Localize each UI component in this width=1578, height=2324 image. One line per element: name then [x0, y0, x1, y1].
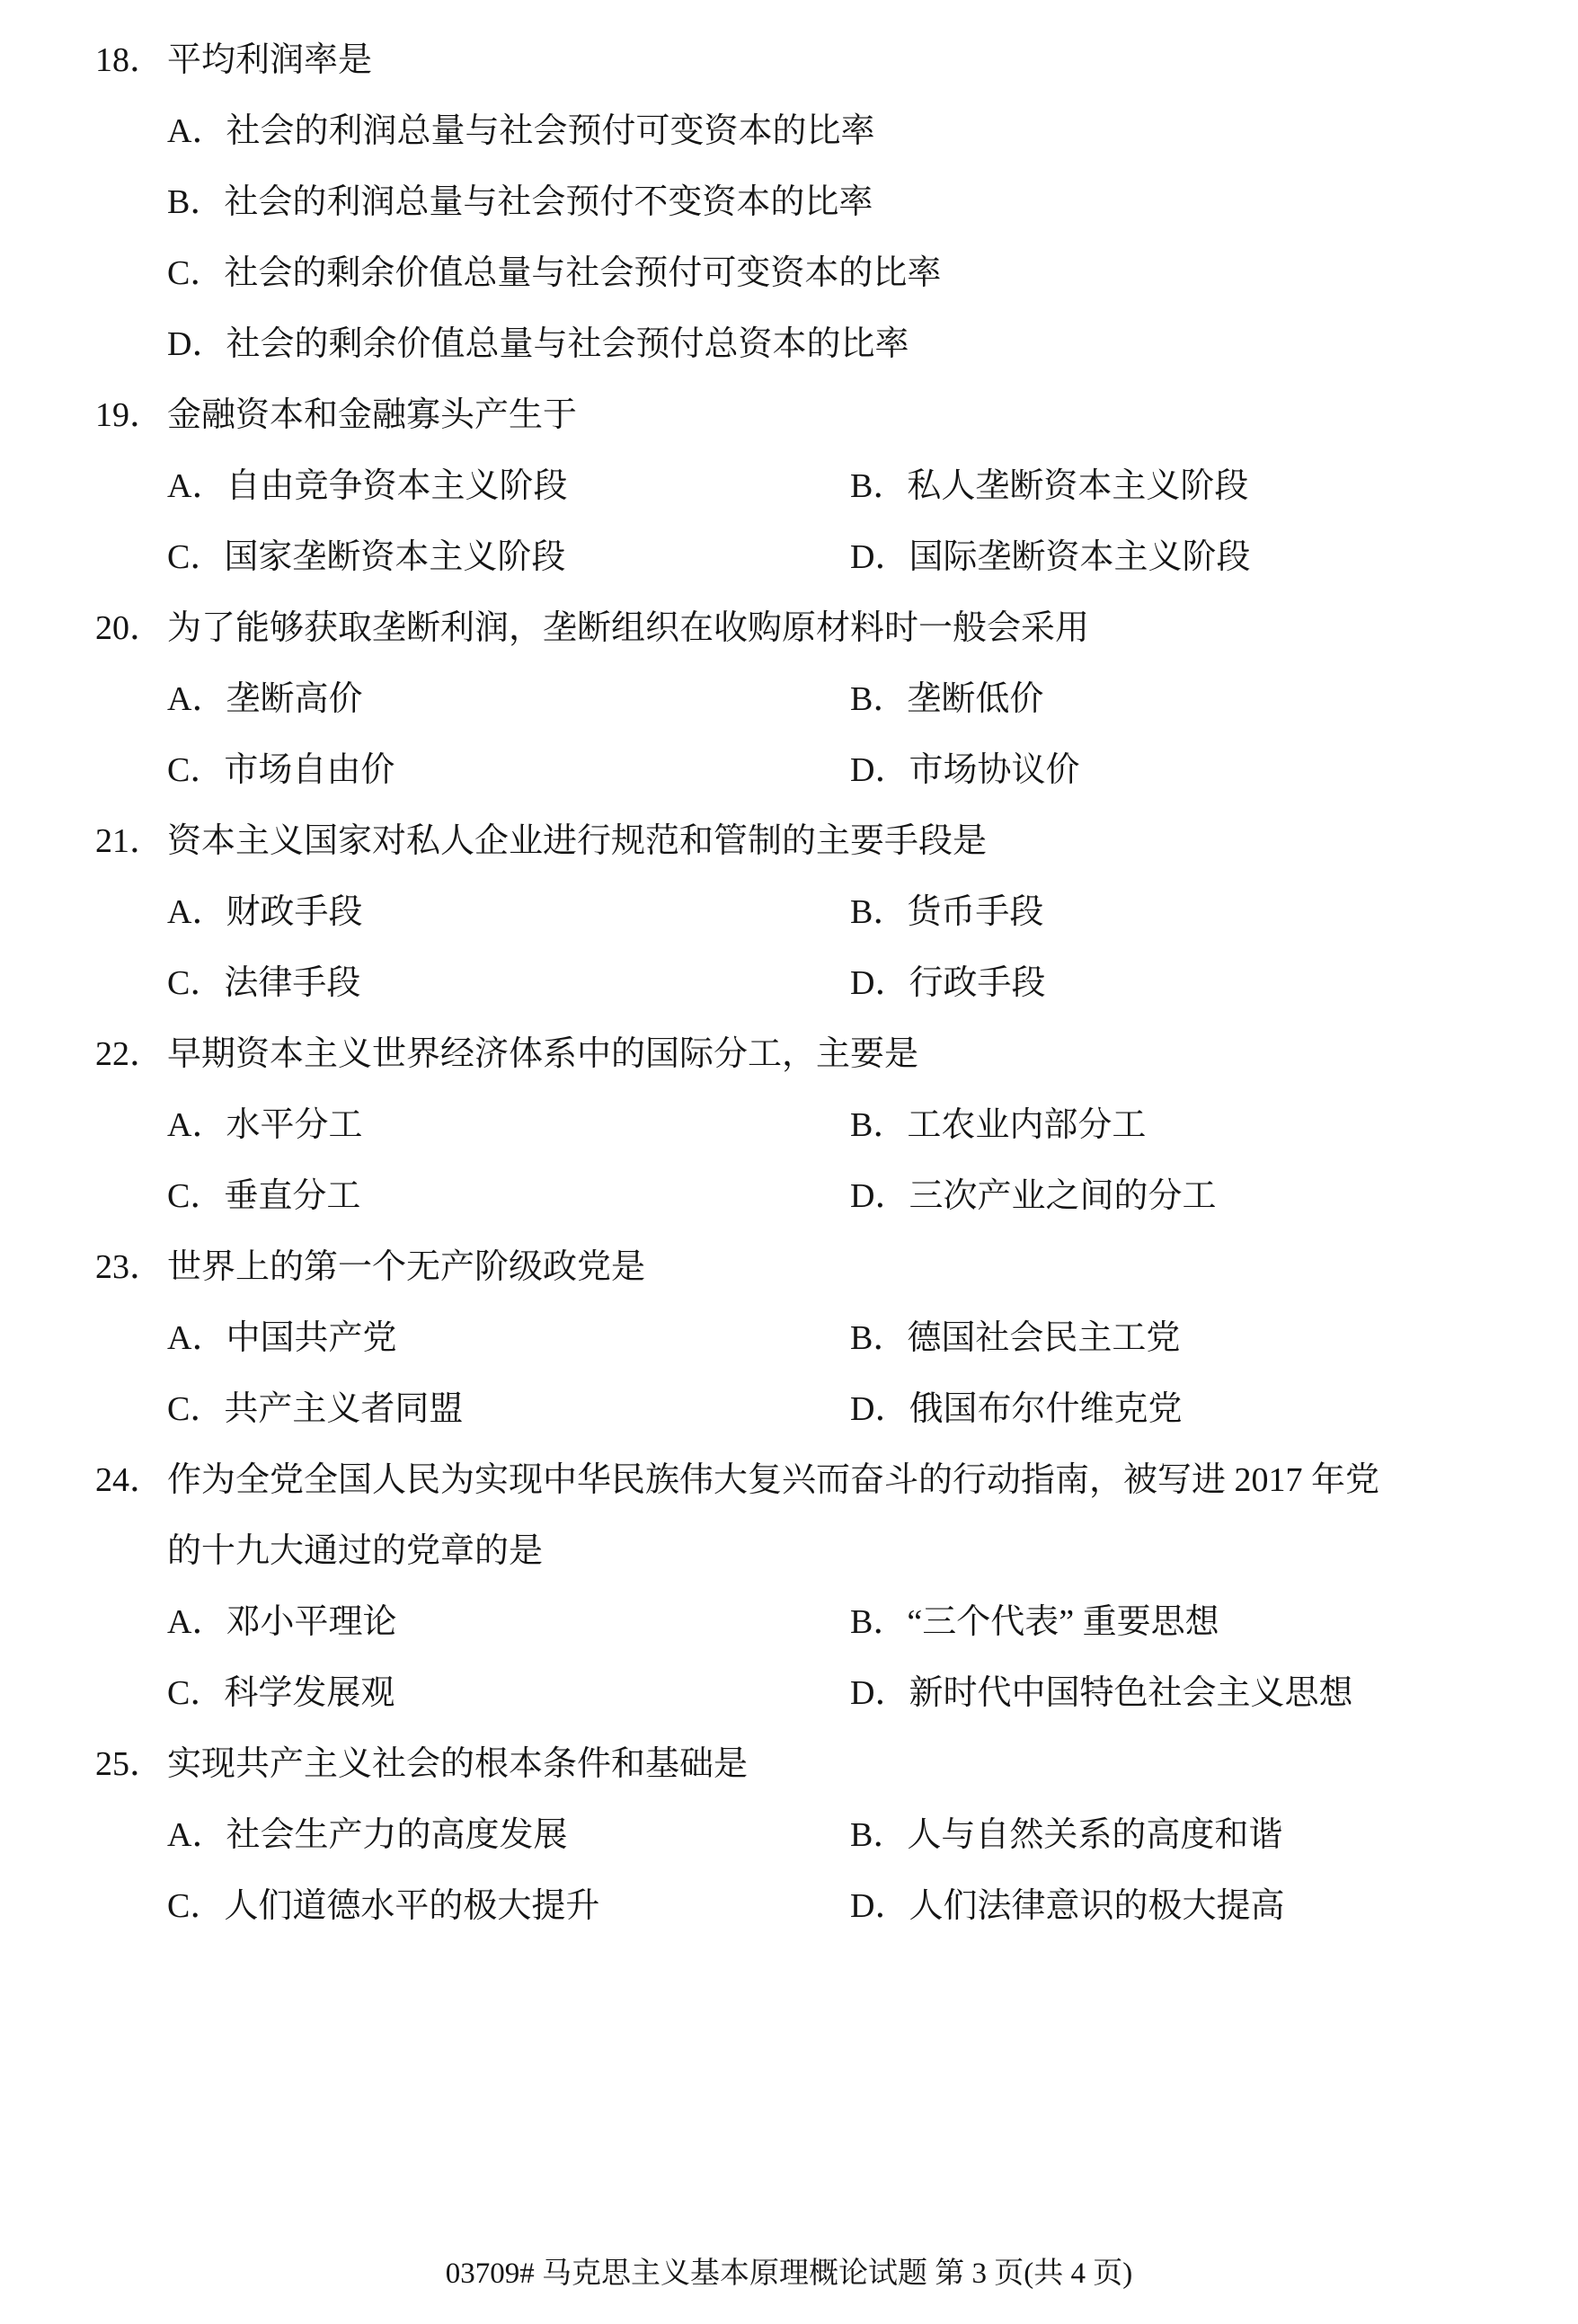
- option-21-D: [850, 948, 1045, 1019]
- question-text-line: 平均利润率是: [167, 41, 373, 79]
- option-22-B: [850, 1090, 1146, 1161]
- option-row: [95, 1587, 1506, 1658]
- option-text: 市场自由价: [224, 751, 395, 789]
- option-text: 垂直分工: [224, 1177, 361, 1215]
- option-22-D: [850, 1161, 1216, 1232]
- question-text: [167, 1445, 1506, 1587]
- option-row: [95, 877, 1506, 948]
- option-letter: A．: [167, 1106, 226, 1144]
- option-row: [95, 522, 1506, 593]
- option-24-D: [850, 1658, 1352, 1729]
- option-19-B: [850, 451, 1248, 522]
- option-text: 社会生产力的高度发展: [226, 1816, 568, 1854]
- option-letter: C．: [167, 1887, 225, 1925]
- option-row: [95, 238, 1506, 309]
- option-19-C: [167, 522, 850, 593]
- question-text-line: 世界上的第一个无产阶级政党是: [167, 1248, 646, 1286]
- option-text: 人与自然关系的高度和谐: [907, 1816, 1283, 1854]
- option-text: 人们法律意识的极大提高: [909, 1887, 1285, 1925]
- option-letter: C．: [167, 964, 225, 1002]
- question-line: [95, 593, 1506, 664]
- option-letter: D．: [850, 1674, 909, 1712]
- option-24-A: [167, 1587, 850, 1658]
- option-row: [95, 167, 1506, 238]
- question-text-line: 金融资本和金融寡头产生于: [167, 396, 578, 434]
- option-letter: C．: [167, 751, 225, 789]
- option-letter: C．: [167, 1177, 225, 1215]
- option-row: [95, 1090, 1506, 1161]
- question-line: [95, 806, 1506, 877]
- option-text: 行政手段: [909, 964, 1046, 1002]
- option-text: 新时代中国特色社会主义思想: [909, 1674, 1353, 1712]
- option-letter: D．: [850, 1887, 909, 1925]
- option-text: 俄国布尔什维克党: [909, 1390, 1183, 1428]
- option-text: 私人垄断资本主义阶段: [907, 467, 1249, 505]
- option-18-A: [167, 96, 874, 167]
- option-letter: A．: [167, 893, 226, 931]
- option-text: 社会的利润总量与社会预付可变资本的比率: [226, 112, 875, 150]
- option-23-C: [167, 1374, 850, 1445]
- question-text: [167, 1729, 1506, 1800]
- question-text-line: 的十九大通过的党章的是: [167, 1532, 544, 1570]
- option-row: [95, 1800, 1506, 1871]
- option-23-A: [167, 1303, 850, 1374]
- option-text: 人们道德水平的极大提升: [224, 1887, 600, 1925]
- option-letter: C．: [167, 254, 225, 292]
- option-text: 共产主义者同盟: [224, 1390, 464, 1428]
- option-text: 三次产业之间的分工: [909, 1177, 1217, 1215]
- option-letter: D．: [850, 1390, 909, 1428]
- option-letter: B．: [167, 183, 225, 221]
- question-text-line: 早期资本主义世界经济体系中的国际分工，主要是: [167, 1035, 919, 1073]
- question-21: [95, 806, 1506, 1019]
- question-20: [95, 593, 1506, 806]
- option-row: [95, 1871, 1506, 1942]
- option-text: 德国社会民主工党: [907, 1319, 1181, 1357]
- option-20-B: [850, 664, 1043, 735]
- question-number: 18．: [95, 41, 164, 79]
- option-25-C: [167, 1871, 850, 1942]
- option-letter: B．: [850, 467, 908, 505]
- option-letter: C．: [167, 1390, 225, 1428]
- option-row: [95, 451, 1506, 522]
- option-text: 水平分工: [226, 1106, 363, 1144]
- option-letter: A．: [167, 1816, 226, 1854]
- option-text: 邓小平理论: [226, 1603, 397, 1641]
- option-row: [95, 1161, 1506, 1232]
- option-text: 社会的剩余价值总量与社会预付总资本的比率: [226, 325, 909, 363]
- question-line: [95, 1729, 1506, 1800]
- question-text-line: 资本主义国家对私人企业进行规范和管制的主要手段是: [167, 822, 988, 860]
- option-text: 市场协议价: [909, 751, 1080, 789]
- option-text: 科学发展观: [224, 1674, 395, 1712]
- option-text: 货币手段: [907, 893, 1044, 931]
- option-letter: A．: [167, 1319, 226, 1357]
- question-text: [167, 1232, 1506, 1303]
- option-25-A: [167, 1800, 850, 1871]
- question-number: 20．: [95, 609, 164, 647]
- option-21-B: [850, 877, 1043, 948]
- option-19-D: [850, 522, 1250, 593]
- option-20-D: [850, 735, 1079, 806]
- option-letter: B．: [850, 1106, 908, 1144]
- question-text: [167, 380, 1506, 451]
- option-23-B: [850, 1303, 1180, 1374]
- option-text: 中国共产党: [226, 1319, 397, 1357]
- option-letter: B．: [850, 893, 908, 931]
- option-25-B: [850, 1800, 1282, 1871]
- question-line: [95, 25, 1506, 96]
- option-18-D: [167, 309, 909, 380]
- question-22: [95, 1019, 1506, 1232]
- option-20-A: [167, 664, 850, 735]
- question-text-line: 实现共产主义社会的根本条件和基础是: [167, 1745, 749, 1783]
- question-number: 19．: [95, 396, 164, 434]
- page-footer: 03709# 马克思主义基本原理概论试题 第 3 页(共 4 页): [445, 2257, 1133, 2290]
- option-letter: A．: [167, 112, 226, 150]
- question-text-line: 为了能够获取垄断利润，垄断组织在收购原材料时一般会采用: [167, 609, 1090, 647]
- option-22-A: [167, 1090, 850, 1161]
- question-24: [95, 1445, 1506, 1729]
- question-text-line: 作为全党全国人民为实现中华民族伟大复兴而奋斗的行动指南，被写进 2017 年党: [167, 1461, 1380, 1499]
- question-line: [95, 1445, 1506, 1587]
- question-25: [95, 1729, 1506, 1942]
- option-row: [95, 735, 1506, 806]
- question-number: 23．: [95, 1248, 164, 1286]
- option-21-C: [167, 948, 850, 1019]
- question-18: [95, 25, 1506, 380]
- option-letter: A．: [167, 680, 226, 718]
- option-row: [95, 664, 1506, 735]
- option-letter: D．: [850, 751, 909, 789]
- question-number: 24．: [95, 1461, 164, 1499]
- option-text: “三个代表” 重要思想: [907, 1603, 1219, 1641]
- option-row: [95, 309, 1506, 380]
- question-19: [95, 380, 1506, 593]
- question-23: [95, 1232, 1506, 1445]
- question-text: [167, 25, 1506, 96]
- question-text: [167, 1019, 1506, 1090]
- option-23-D: [850, 1374, 1182, 1445]
- option-row: [95, 1374, 1506, 1445]
- option-text: 社会的剩余价值总量与社会预付可变资本的比率: [224, 254, 942, 292]
- option-text: 财政手段: [226, 893, 363, 931]
- question-line: [95, 1019, 1506, 1090]
- option-text: 工农业内部分工: [907, 1106, 1147, 1144]
- question-number: 25．: [95, 1745, 164, 1783]
- question-line: [95, 380, 1506, 451]
- option-letter: C．: [167, 1674, 225, 1712]
- option-letter: A．: [167, 1603, 226, 1641]
- option-text: 法律手段: [224, 964, 361, 1002]
- question-text: [167, 806, 1506, 877]
- option-letter: D．: [850, 538, 909, 576]
- option-text: 垄断高价: [226, 680, 363, 718]
- question-text: [167, 593, 1506, 664]
- option-24-B: [850, 1587, 1219, 1658]
- option-21-A: [167, 877, 850, 948]
- option-row: [95, 1303, 1506, 1374]
- option-22-C: [167, 1161, 850, 1232]
- option-text: 社会的利润总量与社会预付不变资本的比率: [224, 183, 873, 221]
- option-text: 国际垄断资本主义阶段: [909, 538, 1251, 576]
- option-letter: B．: [850, 1319, 908, 1357]
- question-line: [95, 1232, 1506, 1303]
- option-text: 垄断低价: [907, 680, 1044, 718]
- question-number: 21．: [95, 822, 164, 860]
- option-19-A: [167, 451, 850, 522]
- question-number: 22．: [95, 1035, 164, 1073]
- option-letter: A．: [167, 467, 226, 505]
- question-list: [95, 25, 1506, 1942]
- option-letter: B．: [850, 680, 908, 718]
- option-letter: C．: [167, 538, 225, 576]
- option-24-C: [167, 1658, 850, 1729]
- option-letter: B．: [850, 1816, 908, 1854]
- option-letter: D．: [850, 1177, 909, 1215]
- option-row: [95, 96, 1506, 167]
- option-25-D: [850, 1871, 1284, 1942]
- option-text: 国家垄断资本主义阶段: [224, 538, 566, 576]
- option-row: [95, 948, 1506, 1019]
- option-20-C: [167, 735, 850, 806]
- option-text: 自由竞争资本主义阶段: [226, 467, 568, 505]
- option-18-C: [167, 238, 941, 309]
- option-18-B: [167, 167, 873, 238]
- option-letter: B．: [850, 1603, 908, 1641]
- option-row: [95, 1658, 1506, 1729]
- option-letter: D．: [850, 964, 909, 1002]
- option-letter: D．: [167, 325, 226, 363]
